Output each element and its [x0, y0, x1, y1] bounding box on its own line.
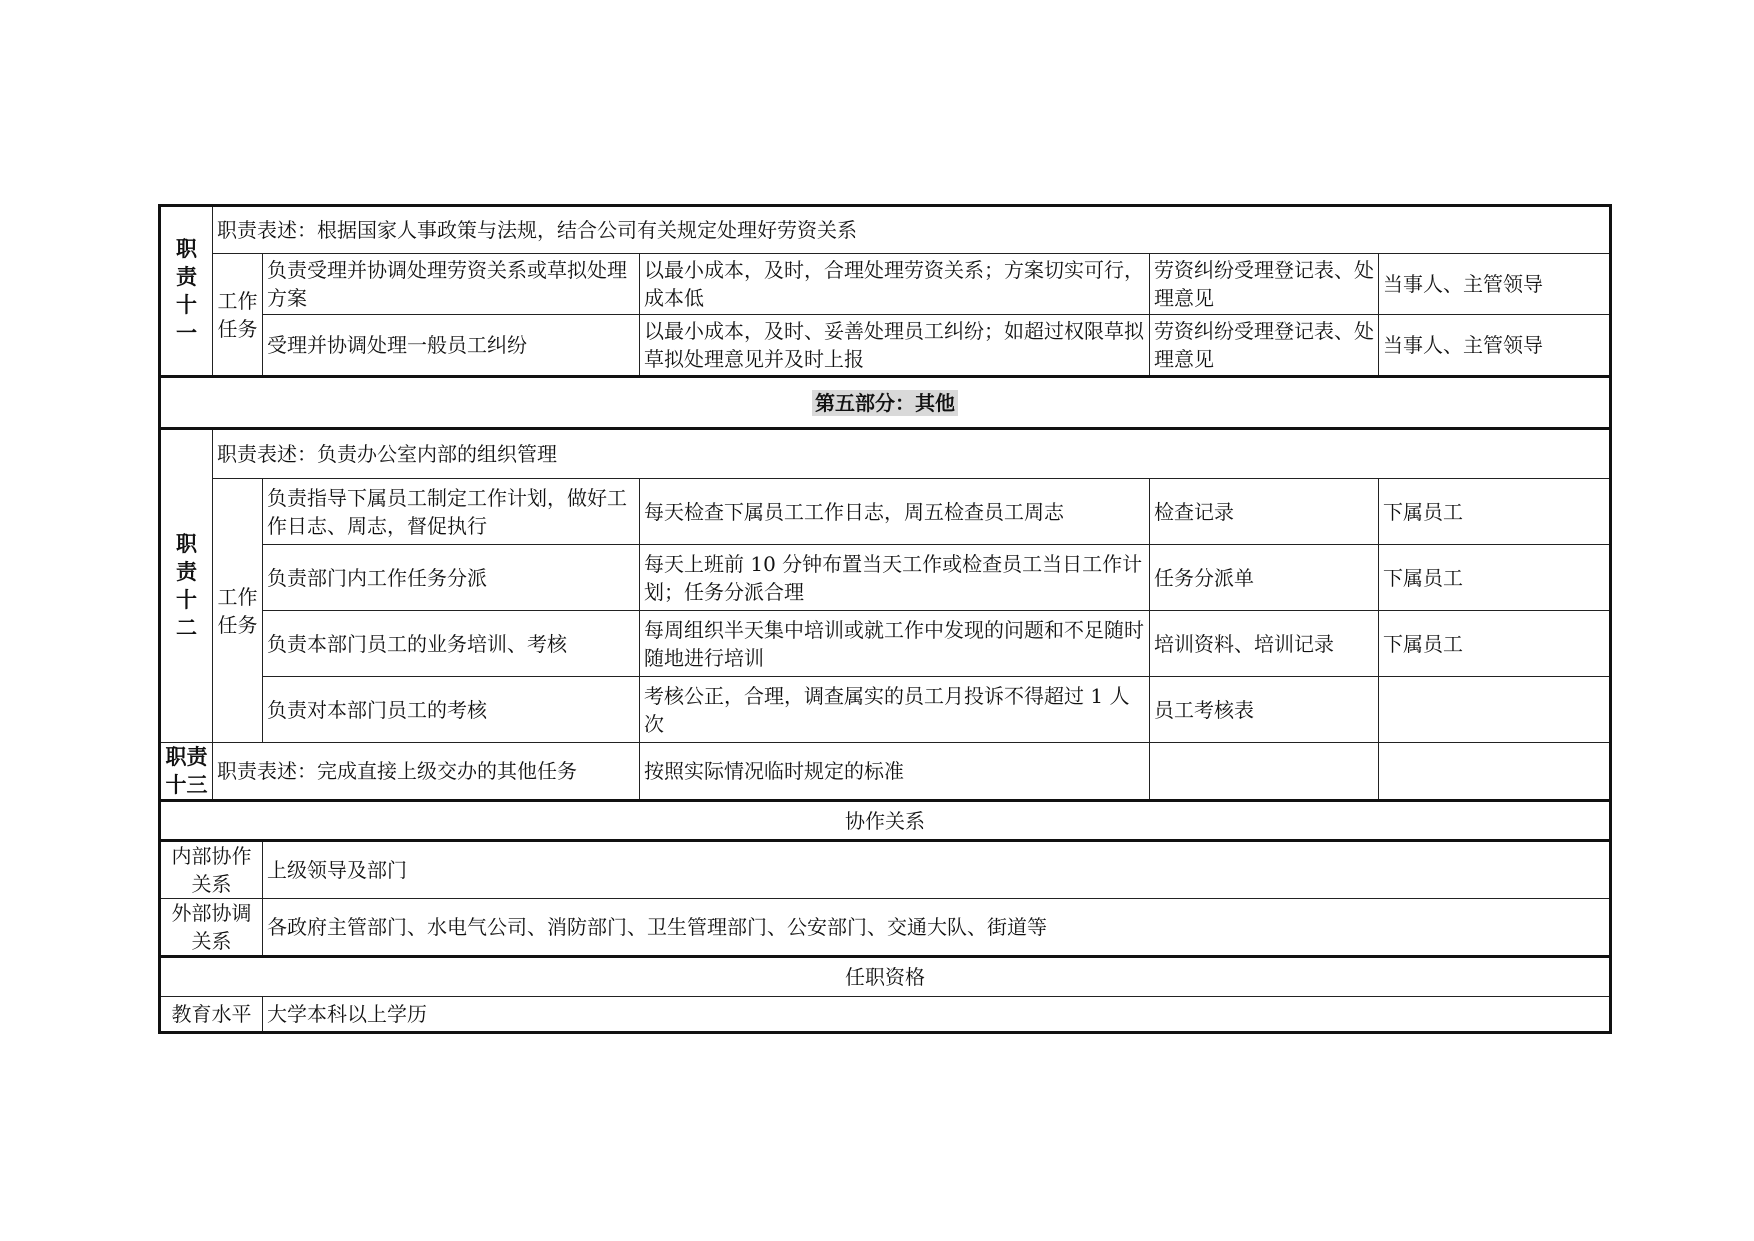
target-cell [1379, 743, 1611, 801]
resp13-label: 职责 十三 [160, 743, 213, 801]
external-cooperation-label: 外部协调 关系 [160, 899, 263, 957]
resp11-description: 职责表述：根据国家人事政策与法规，结合公司有关规定处理好劳资关系 [213, 206, 1611, 254]
target-cell [1379, 677, 1611, 743]
section5-row [160, 377, 1611, 429]
task-cell: 负责指导下属员工制定工作计划，做好工作日志、周志，督促执行 [263, 479, 640, 545]
education-label: 教育水平 [160, 997, 263, 1033]
resp11-task-label: 工作 任务 [213, 254, 263, 377]
resp12-task-label: 工作 任务 [213, 479, 263, 743]
task-cell: 受理并协调处理一般员工纠纷 [263, 315, 640, 377]
internal-cooperation-row [160, 841, 1611, 899]
standard-cell: 以最小成本，及时、妥善处理员工纠纷；如超过权限草拟草拟处理意见并及时上报 [640, 315, 1150, 377]
resp11-task-row [160, 315, 1611, 377]
standard-cell: 按照实际情况临时规定的标准 [640, 743, 1150, 801]
target-cell: 下属员工 [1379, 479, 1611, 545]
task-cell: 负责受理并协调处理劳资关系或草拟处理方案 [263, 254, 640, 315]
external-cooperation-value: 各政府主管部门、水电气公司、消防部门、卫生管理部门、公安部门、交通大队、街道等 [263, 899, 1611, 957]
resp13-row [160, 743, 1611, 801]
resp12-task-row [160, 677, 1611, 743]
external-cooperation-row [160, 899, 1611, 957]
target-cell: 当事人、主管领导 [1379, 254, 1611, 315]
resp13-description: 职责表述：完成直接上级交办的其他任务 [213, 743, 640, 801]
resp11-description-row [160, 206, 1611, 254]
education-value: 大学本科以上学历 [263, 997, 1611, 1033]
output-cell: 培训资料、培训记录 [1150, 611, 1379, 677]
section-title: 协作关系 [160, 801, 1611, 841]
resp12-description-row [160, 429, 1611, 479]
resp12-label: 职 责 十 二 [160, 429, 213, 743]
standard-cell: 考核公正，合理，调查属实的员工月投诉不得超过 1 人次 [640, 677, 1150, 743]
job-description-table [158, 204, 1612, 1034]
target-cell: 当事人、主管领导 [1379, 315, 1611, 377]
standard-cell: 以最小成本，及时，合理处理劳资关系；方案切实可行，成本低 [640, 254, 1150, 315]
internal-cooperation-value: 上级领导及部门 [263, 841, 1611, 899]
task-cell: 负责本部门员工的业务培训、考核 [263, 611, 640, 677]
output-cell: 劳资纠纷受理登记表、处理意见 [1150, 254, 1379, 315]
output-cell: 检查记录 [1150, 479, 1379, 545]
output-cell: 任务分派单 [1150, 545, 1379, 611]
resp12-task-row [160, 479, 1611, 545]
standard-cell: 每周组织半天集中培训或就工作中发现的问题和不足随时随地进行培训 [640, 611, 1150, 677]
standard-cell: 每天检查下属员工工作日志，周五检查员工周志 [640, 479, 1150, 545]
target-cell: 下属员工 [1379, 611, 1611, 677]
section-title: 任职资格 [160, 957, 1611, 997]
resp12-task-row [160, 545, 1611, 611]
resp12-description: 职责表述：负责办公室内部的组织管理 [213, 429, 1611, 479]
resp12-task-row [160, 611, 1611, 677]
qualification-title-row [160, 957, 1611, 997]
task-cell: 负责部门内工作任务分派 [263, 545, 640, 611]
resp11-task-row [160, 254, 1611, 315]
resp11-label: 职 责 十 一 [160, 206, 213, 377]
target-cell: 下属员工 [1379, 545, 1611, 611]
section-title: 第五部分：其他 [160, 377, 1611, 429]
output-cell: 劳资纠纷受理登记表、处理意见 [1150, 315, 1379, 377]
task-cell: 负责对本部门员工的考核 [263, 677, 640, 743]
internal-cooperation-label: 内部协作 关系 [160, 841, 263, 899]
cooperation-title-row [160, 801, 1611, 841]
education-row [160, 997, 1611, 1033]
output-cell [1150, 743, 1379, 801]
output-cell: 员工考核表 [1150, 677, 1379, 743]
standard-cell: 每天上班前 10 分钟布置当天工作或检查员工当日工作计划；任务分派合理 [640, 545, 1150, 611]
